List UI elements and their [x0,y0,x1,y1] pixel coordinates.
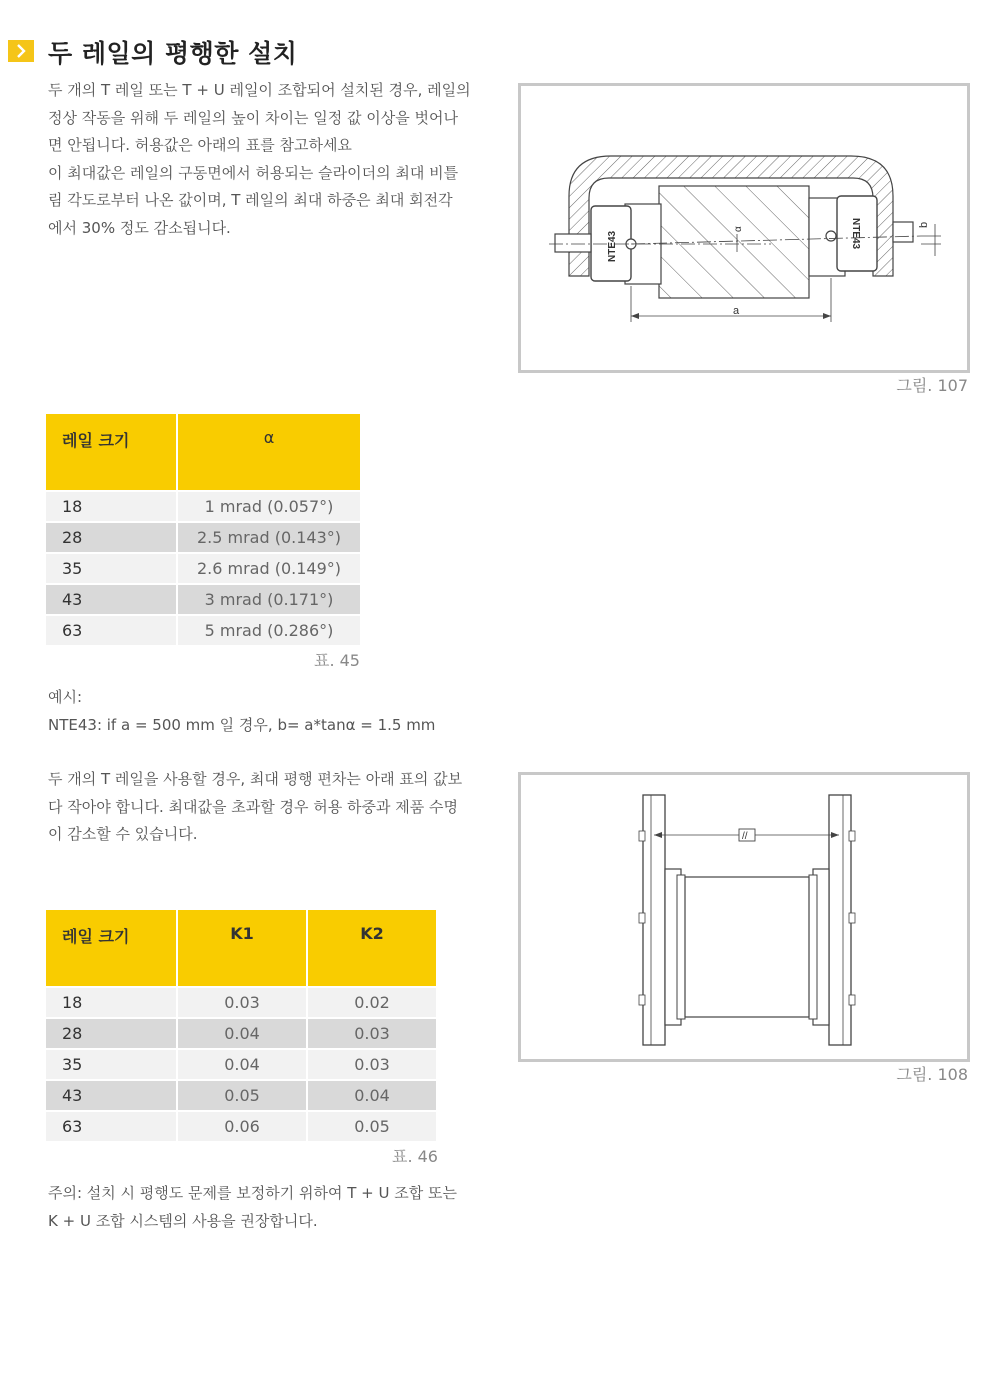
parallel-paragraph [48,766,508,849]
cell-size: 63 [46,616,176,645]
cell-k1: 0.03 [178,988,306,1017]
example-block [48,684,508,739]
table-46-wrapper [44,908,438,1143]
table-row [46,523,360,552]
table-row [46,1050,436,1079]
left-slider-label: NTE43 [607,230,618,262]
table-header: α [178,414,360,490]
cell-k2: 0.05 [308,1112,436,1141]
intro-line: 림 각도로부터 나온 값이며, T 레일의 최대 하중은 최대 회전각 [48,191,453,209]
intro-line: 면 안됩니다. 허용값은 아래의 표를 참고하세요 [48,136,352,154]
figure-107-caption: 그림. 107 [896,376,968,395]
cell-k2: 0.02 [308,988,436,1017]
table-45-wrapper [44,412,362,647]
table-header: K1 [178,910,306,986]
table-header: 레일 크기 [46,414,176,490]
note-line: 주의: 설치 시 평행도 문제를 보정하기 위하여 T + U 조합 또는 [48,1184,457,1202]
table-46-caption: 표. 46 [392,1147,438,1166]
intro-paragraph [48,77,508,242]
figure-108 [518,772,970,1062]
table-row [46,1081,436,1110]
alpha-label: α [733,226,744,232]
right-slider-label: NTE43 [850,218,861,250]
cell-k1: 0.06 [178,1112,306,1141]
cell-size: 28 [46,1019,176,1048]
cell-k1: 0.04 [178,1050,306,1079]
table-header: 레일 크기 [46,910,176,986]
table-row [46,616,360,645]
cell-k2: 0.04 [308,1081,436,1110]
table-row [46,554,360,583]
intro-line: 이 최대값은 레일의 구동면에서 허용되는 슬라이더의 최대 비틀 [48,163,459,182]
cell-size: 43 [46,585,176,614]
intro-line: 정상 작동을 위해 두 레일의 높이 차이는 일정 값 이상을 벗어나 [48,108,458,127]
figure-108-caption: 그림. 108 [896,1065,968,1084]
cell-alpha: 5 mrad (0.286°) [178,616,360,645]
cell-alpha: 3 mrad (0.171°) [178,585,360,614]
cell-size: 63 [46,1112,176,1141]
example-text: NTE43: if a = 500 mm 일 경우, b= a*tanα = 1.5 mm [48,715,436,734]
parallel-symbol: // [742,831,748,842]
table-row [46,1019,436,1048]
cell-k2: 0.03 [308,1019,436,1048]
cell-size: 35 [46,1050,176,1079]
rail-parallel-diagram [521,775,967,1059]
a-label: a [733,305,740,317]
table-45-caption: 표. 45 [314,651,360,670]
cell-alpha: 2.6 mrad (0.149°) [178,554,360,583]
cell-size: 28 [46,523,176,552]
table-46 [44,908,438,1143]
note-line: K + U 조합 시스템의 사용을 권장합니다. [48,1211,318,1230]
table-45 [44,412,362,647]
figure-107 [518,83,970,373]
note-paragraph [48,1180,518,1235]
intro-line: 두 개의 T 레일 또는 T + U 레일이 조합되어 설치된 경우, 레일의 [48,81,471,99]
table-row [46,492,360,521]
section-title: 두 레일의 평행한 설치 [48,39,298,68]
intro-line: 에서 30% 정도 감소됩니다. [48,218,231,237]
table-row [46,988,436,1017]
section-marker-icon [8,40,34,62]
cell-k1: 0.05 [178,1081,306,1110]
parallel-line: 이 감소할 수 있습니다. [48,825,198,843]
table-header: K2 [308,910,436,986]
cell-size: 43 [46,1081,176,1110]
cell-k2: 0.03 [308,1050,436,1079]
cell-k1: 0.04 [178,1019,306,1048]
table-row [46,585,360,614]
table-row [46,1112,436,1141]
cell-size: 35 [46,554,176,583]
example-label: 예시: [48,688,83,706]
cell-size: 18 [46,492,176,521]
parallel-line: 두 개의 T 레일을 사용할 경우, 최대 평행 편차는 아래 표의 값보 [48,770,463,788]
parallel-line: 다 작아야 합니다. 최대값을 초과할 경우 허용 하중과 제품 수명 [48,797,458,816]
rail-height-diagram [521,86,967,370]
cell-size: 18 [46,988,176,1017]
cell-alpha: 2.5 mrad (0.143°) [178,523,360,552]
b-label: b [918,221,930,228]
cell-alpha: 1 mrad (0.057°) [178,492,360,521]
